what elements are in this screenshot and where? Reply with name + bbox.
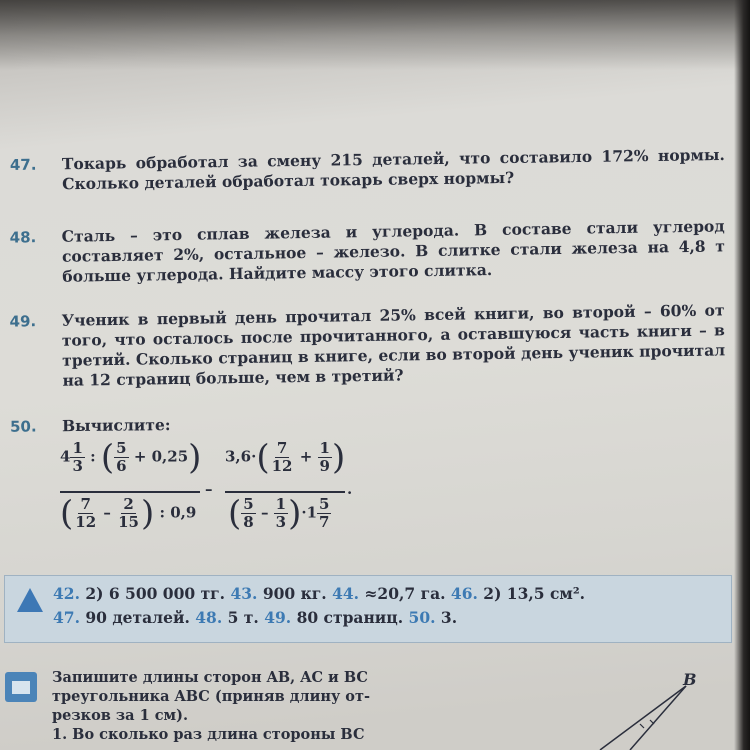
paren-close: ) xyxy=(188,437,202,478)
answer-key: 46. xyxy=(450,584,478,603)
paren-close: ) xyxy=(288,493,302,534)
numerator: 5 xyxy=(319,495,330,513)
operator: – xyxy=(260,503,269,522)
fraction xyxy=(317,496,331,531)
left-numerator xyxy=(60,437,202,478)
task-text xyxy=(52,668,372,744)
problem-number: 48. xyxy=(9,228,37,247)
fraction-bar-right xyxy=(225,491,345,493)
coefficient: 3,6· xyxy=(225,447,257,466)
fraction xyxy=(241,496,255,531)
numerator: 1 xyxy=(72,439,83,457)
operator: : xyxy=(90,447,96,466)
triangle-marker-icon xyxy=(17,588,43,612)
answer-key: 44. xyxy=(332,584,360,603)
paren-open: ( xyxy=(100,437,115,478)
numerator: 1 xyxy=(275,495,287,513)
operator-term: : 0,9 xyxy=(159,503,197,522)
period: . xyxy=(347,480,353,498)
answer-value: 90 деталей. xyxy=(79,608,196,627)
middle-minus: – xyxy=(205,480,213,498)
numerator: 7 xyxy=(80,495,91,513)
denominator: 15 xyxy=(118,513,139,531)
right-denominator xyxy=(228,493,331,534)
fraction xyxy=(116,496,141,531)
denominator: 7 xyxy=(319,513,330,531)
answer-value: 80 страниц. xyxy=(291,608,409,627)
answer-value: 2) 6 500 000 тг. xyxy=(79,584,231,603)
denominator: 9 xyxy=(319,457,330,475)
answer-key: 42. xyxy=(53,584,80,603)
problem-number: 49. xyxy=(9,312,37,331)
math-expression xyxy=(60,437,360,550)
denominator: 3 xyxy=(72,457,83,475)
problem-50 xyxy=(10,409,725,436)
right-numerator xyxy=(225,437,346,478)
paren-close: ) xyxy=(140,493,155,534)
denominator: 12 xyxy=(75,513,97,531)
triangle-drawing xyxy=(590,680,700,750)
task-line: треугольника ABC (приняв длину от- xyxy=(52,688,370,705)
numerator: 7 xyxy=(276,439,288,457)
numerator: 5 xyxy=(116,439,127,457)
fraction xyxy=(73,496,98,531)
numerator: 5 xyxy=(243,495,254,513)
problem-text: Вычислите: xyxy=(61,415,171,436)
fraction xyxy=(70,440,84,475)
mixed-whole: ·1 xyxy=(301,503,318,522)
answer-value: 3. xyxy=(435,608,458,627)
page-top-shadow xyxy=(0,0,750,70)
answer-value: 900 кг. xyxy=(257,584,333,603)
task-icon xyxy=(5,672,37,702)
answer-key: 48. xyxy=(195,608,223,627)
answers-line-2 xyxy=(53,608,457,627)
fraction xyxy=(318,440,332,475)
fraction-bar-left xyxy=(60,491,200,493)
problem-text: Ученик в первый день прочитал 25% всей книги, во второй – 60% от того, что осталось после прочитанного, а оставшуюся часть книги – в третий. Сколько страниц в книге, если во второй день ученик прочитал на 12 страниц больше, чем в третий? xyxy=(61,300,726,390)
answers-line-1 xyxy=(53,584,585,603)
denominator: 8 xyxy=(243,513,254,531)
fraction xyxy=(274,496,288,531)
vertex-label-b: B xyxy=(683,670,697,689)
denominator: 12 xyxy=(271,457,293,475)
task-line: резков за 1 см). xyxy=(52,707,189,724)
task-line: Запишите длины сторон AB, AC и BC xyxy=(52,669,368,686)
answer-value: 5 т. xyxy=(222,608,265,627)
answer-key: 47. xyxy=(53,608,80,627)
whole-part: 4 xyxy=(60,447,71,466)
denominator: 6 xyxy=(116,457,127,475)
operator: – xyxy=(103,503,111,522)
page-edge-shadow xyxy=(734,0,750,750)
numerator: 1 xyxy=(319,439,330,457)
fraction xyxy=(114,440,128,475)
answer-key: 43. xyxy=(230,584,258,603)
problem-number: 50. xyxy=(9,417,37,436)
answer-key: 50. xyxy=(408,608,436,627)
answer-value: 2) 13,5 см². xyxy=(477,584,586,603)
paren-open: ( xyxy=(228,493,242,534)
fraction xyxy=(270,440,295,475)
paren-open: ( xyxy=(256,437,270,478)
numerator: 2 xyxy=(123,495,134,513)
operator-term: + 0,25 xyxy=(133,447,189,466)
paren-close: ) xyxy=(331,437,346,478)
task-line: 1. Во сколько раз длина стороны BC xyxy=(52,726,365,743)
problem-48 xyxy=(10,216,726,287)
problem-text: Токарь обработал за смену 215 деталей, что составило 172% нормы. Сколько деталей обработал токарь сверх нормы? xyxy=(61,145,725,194)
left-denominator xyxy=(60,493,197,534)
problem-49 xyxy=(9,300,725,391)
answer-key: 49. xyxy=(264,608,292,627)
problem-text: Сталь – это сплав железа и углерода. В составе стали углерод составляет 2%, остальное – железо. В слитке стали железа на 4,8 т больше углерода. Найдите массу этого слитка. xyxy=(61,216,726,286)
answers-box xyxy=(4,575,732,643)
denominator: 3 xyxy=(275,513,287,531)
paren-open: ( xyxy=(60,493,74,534)
problem-number: 47. xyxy=(9,155,37,174)
operator: + xyxy=(299,447,313,466)
answer-value: ≈20,7 га. xyxy=(359,584,451,603)
problem-47 xyxy=(10,145,725,195)
